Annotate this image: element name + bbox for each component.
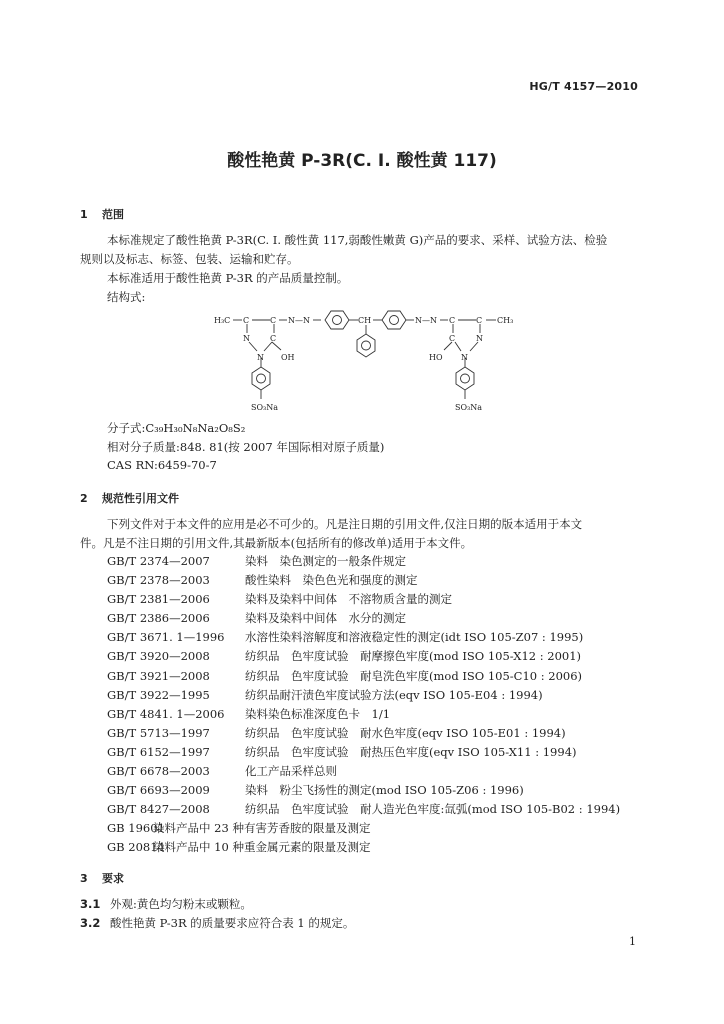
reference-item xyxy=(107,781,620,800)
reference-title: 染料染色标准深度色卡 1/1 xyxy=(245,706,391,721)
section-number: 3 xyxy=(80,872,88,885)
hydroxyl-right: HO xyxy=(429,353,443,362)
atom-n: N xyxy=(476,334,483,343)
atom-c: C xyxy=(449,334,456,343)
reference-title: 酸性染料 染色色光和强度的测定 xyxy=(245,573,418,588)
scope-paragraph-line1: 本标准规定了酸性艳黄 P-3R(C. I. 酸性黄 117,弱酸性嫩黄 G)产品的要求、采样、试验方法、检验 xyxy=(107,233,608,247)
reference-title: 染料 染色测定的一般条件规定 xyxy=(245,554,406,568)
reference-code: GB/T 5713—1997 xyxy=(107,725,210,740)
references-intro-line2: 件。凡是不注日期的引用文件,其最新版本(包括所有的修改单)适用于本文件。 xyxy=(80,536,473,550)
sulfonate-right: SO₃Na xyxy=(455,403,483,412)
reference-title: 纺织品 色牢度试验 耐水色牢度(eqv ISO 105-E01 : 1994) xyxy=(245,725,566,740)
atom-c: C xyxy=(243,316,250,325)
reference-code: GB 19601 xyxy=(107,821,165,836)
atom-n: N xyxy=(257,353,264,362)
reference-item xyxy=(107,762,620,781)
section-title: 范围 xyxy=(102,208,124,221)
reference-item xyxy=(107,819,620,838)
structural-formula xyxy=(200,304,530,420)
reference-list xyxy=(107,552,620,858)
requirement-text: 外观:黄色均匀粉末或颗粒。 xyxy=(110,897,252,911)
atom-n: N xyxy=(243,334,250,343)
requirement-item xyxy=(80,896,252,912)
reference-title: 纺织品 色牢度试验 耐摩擦色牢度(mod ISO 105-X12 : 2001) xyxy=(245,649,582,664)
reference-item xyxy=(107,609,620,628)
reference-code: GB/T 3922—1995 xyxy=(107,687,210,702)
molecular-mass: 相对分子质量:848. 81(按 2007 年国际相对原子质量) xyxy=(107,440,385,454)
page-title: 酸性艳黄 P-3R(C. I. 酸性黄 117) xyxy=(227,151,497,171)
reference-item xyxy=(107,743,620,762)
reference-item xyxy=(107,667,620,686)
reference-title: 纺织品 色牢度试验 耐皂洗色牢度(mod ISO 105-C10 : 2006) xyxy=(245,668,583,683)
reference-title: 染料产品中 23 种有害芳香胺的限量及测定 xyxy=(153,821,371,836)
reference-code: GB/T 3671. 1—1996 xyxy=(107,630,225,645)
right-methyl: CH₃ xyxy=(497,316,514,325)
page-number: 1 xyxy=(629,935,636,948)
reference-code: GB/T 2386—2006 xyxy=(107,611,210,626)
reference-code: GB 20814 xyxy=(107,840,165,855)
requirement-number: 3.2 xyxy=(80,916,101,930)
atom-c: C xyxy=(476,316,483,325)
section-2-heading xyxy=(80,490,179,506)
requirement-text: 酸性艳黄 P-3R 的质量要求应符合表 1 的规定。 xyxy=(110,916,355,930)
reference-code: GB/T 6152—1997 xyxy=(107,744,210,759)
section-title: 要求 xyxy=(102,872,124,885)
atom-c: C xyxy=(449,316,456,325)
reference-code: GB/T 4841. 1—2006 xyxy=(107,706,225,721)
reference-item xyxy=(107,590,620,609)
reference-title: 化工产品采样总则 xyxy=(245,764,337,779)
requirement-number: 3.1 xyxy=(80,897,101,911)
reference-code: GB/T 3921—2008 xyxy=(107,668,210,683)
atom-c: C xyxy=(270,334,277,343)
reference-item xyxy=(107,647,620,666)
methine-ch: CH xyxy=(358,316,372,325)
reference-item xyxy=(107,552,620,571)
reference-title: 染料及染料中间体 不溶物质含量的测定 xyxy=(245,592,452,607)
reference-item xyxy=(107,800,620,819)
reference-title: 染料 粉尘飞扬性的测定(mod ISO 105-Z06 : 1996) xyxy=(245,783,524,798)
reference-item xyxy=(107,705,620,724)
scope-paragraph-2: 本标准适用于酸性艳黄 P-3R 的产品质量控制。 xyxy=(107,271,349,285)
reference-title: 纺织品 色牢度试验 耐热压色牢度(eqv ISO 105-X11 : 1994) xyxy=(245,744,577,759)
section-number: 1 xyxy=(80,208,88,221)
azo-right: N—N xyxy=(415,316,437,325)
section-3-heading xyxy=(80,870,124,886)
reference-title: 水溶性染料溶解度和溶液稳定性的测定(idt ISO 105-Z07 : 1995) xyxy=(245,630,584,645)
reference-item xyxy=(107,571,620,590)
atom-c: C xyxy=(270,316,277,325)
reference-title: 染料产品中 10 种重金属元素的限量及测定 xyxy=(153,840,371,855)
reference-code: GB/T 6693—2009 xyxy=(107,783,210,798)
structure-label: 结构式: xyxy=(107,290,146,304)
standard-number: HG/T 4157—2010 xyxy=(529,80,638,93)
reference-code: GB/T 2381—2006 xyxy=(107,592,210,607)
reference-item xyxy=(107,628,620,647)
sulfonate-left: SO₃Na xyxy=(251,403,279,412)
references-intro-line1: 下列文件对于本文件的应用是必不可少的。凡是注日期的引用文件,仅注日期的版本适用于本文 xyxy=(107,517,583,531)
reference-code: GB/T 3920—2008 xyxy=(107,649,210,664)
section-title: 规范性引用文件 xyxy=(102,492,179,505)
reference-code: GB/T 8427—2008 xyxy=(107,802,210,817)
requirement-item xyxy=(80,915,354,931)
molecular-formula: 分子式:C₃₉H₃₀N₈Na₂O₈S₂ xyxy=(107,421,246,435)
reference-title: 纺织品 色牢度试验 耐人造光色牢度:氙弧(mod ISO 105-B02 : 1994) xyxy=(245,802,621,817)
reference-code: GB/T 6678—2003 xyxy=(107,764,210,779)
reference-item xyxy=(107,838,620,857)
reference-item xyxy=(107,686,620,705)
reference-code: GB/T 2378—2003 xyxy=(107,573,210,588)
scope-paragraph-line2: 规则以及标志、标签、包装、运输和贮存。 xyxy=(80,252,299,266)
reference-title: 纺织品耐汗渍色牢度试验方法(eqv ISO 105-E04 : 1994) xyxy=(245,687,543,702)
cas-number: CAS RN:6459-70-7 xyxy=(107,458,217,472)
atom-n: N xyxy=(461,353,468,362)
hydroxyl-left: OH xyxy=(281,353,295,362)
section-1-heading xyxy=(80,206,124,222)
left-methyl: H₃C xyxy=(214,316,231,325)
section-number: 2 xyxy=(80,492,88,505)
reference-item xyxy=(107,724,620,743)
reference-code: GB/T 2374—2007 xyxy=(107,554,210,568)
azo-left: N—N xyxy=(288,316,310,325)
reference-title: 染料及染料中间体 水分的测定 xyxy=(245,611,406,626)
